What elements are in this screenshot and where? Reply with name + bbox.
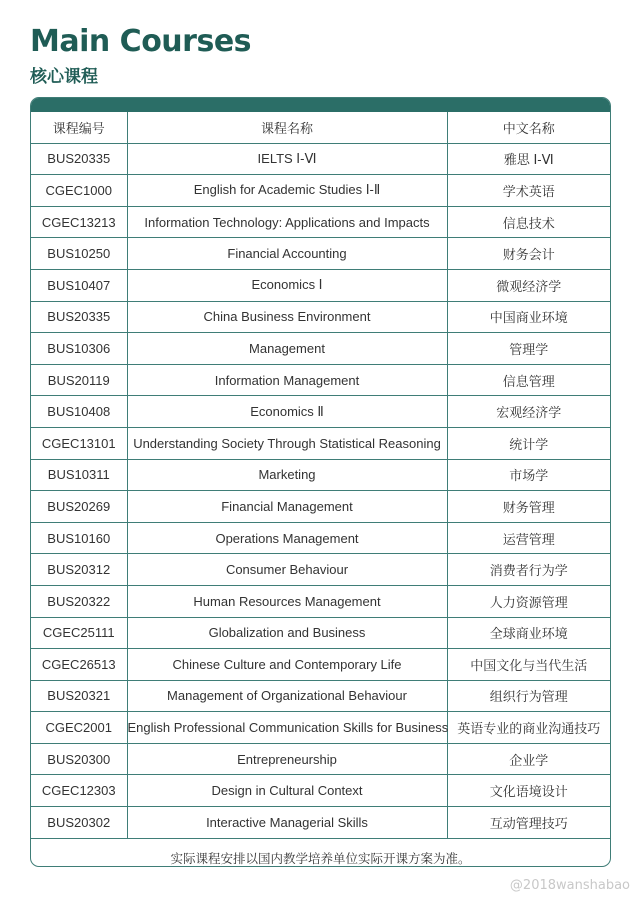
course-name: China Business Environment [127, 301, 447, 333]
course-name: English Professional Communication Skills for Business [127, 712, 447, 744]
course-code: BUS20321 [31, 680, 127, 712]
course-name: Economics Ⅰ [127, 269, 447, 301]
page-subtitle: 核心课程 [30, 67, 98, 87]
course-code: BUS20300 [31, 743, 127, 775]
table-header-row [31, 112, 610, 143]
course-code: BUS10408 [31, 396, 127, 428]
course-name: English for Academic Studies Ⅰ-Ⅱ [127, 175, 447, 207]
course-name: Economics Ⅱ [127, 396, 447, 428]
course-name: Financial Accounting [127, 238, 447, 270]
table-row [31, 522, 610, 554]
chinese-name: 企业学 [447, 743, 610, 775]
chinese-name: 消费者行为学 [447, 554, 610, 586]
table-row [31, 238, 610, 270]
course-name: Human Resources Management [127, 585, 447, 617]
table-row [31, 364, 610, 396]
table-row [31, 680, 610, 712]
chinese-name: 雅思 Ⅰ-Ⅵ [447, 143, 610, 175]
table-row [31, 206, 610, 238]
header-chinese-name: 中文名称 [447, 112, 610, 143]
chinese-name: 英语专业的商业沟通技巧 [447, 712, 610, 744]
course-code: BUS20269 [31, 491, 127, 523]
course-code: CGEC12303 [31, 775, 127, 807]
course-name: Consumer Behaviour [127, 554, 447, 586]
table-row [31, 807, 610, 839]
chinese-name: 中国商业环境 [447, 301, 610, 333]
chinese-name: 组织行为管理 [447, 680, 610, 712]
chinese-name: 学术英语 [447, 175, 610, 207]
table-row [31, 427, 610, 459]
chinese-name: 管理学 [447, 333, 610, 365]
table-row [31, 775, 610, 807]
course-name: Globalization and Business [127, 617, 447, 649]
watermark: @2018wanshabao [509, 878, 630, 893]
chinese-name: 互动管理技巧 [447, 807, 610, 839]
chinese-name: 信息管理 [447, 364, 610, 396]
course-name: Understanding Society Through Statistical Reasoning [127, 427, 447, 459]
courses-table [31, 112, 610, 839]
chinese-name: 微观经济学 [447, 269, 610, 301]
course-name: Interactive Managerial Skills [127, 807, 447, 839]
course-code: CGEC1000 [31, 175, 127, 207]
course-name: Design in Cultural Context [127, 775, 447, 807]
chinese-name: 财务管理 [447, 491, 610, 523]
card-header-bar [31, 98, 610, 112]
course-code: BUS20312 [31, 554, 127, 586]
course-code: BUS20335 [31, 143, 127, 175]
course-code: BUS10250 [31, 238, 127, 270]
chinese-name: 运营管理 [447, 522, 610, 554]
chinese-name: 中国文化与当代生活 [447, 649, 610, 681]
course-code: BUS20335 [31, 301, 127, 333]
table-row [31, 712, 610, 744]
course-code: CGEC13213 [31, 206, 127, 238]
table-row [31, 585, 610, 617]
table-row [31, 743, 610, 775]
course-code: CGEC26513 [31, 649, 127, 681]
course-name: Information Management [127, 364, 447, 396]
table-row [31, 333, 610, 365]
table-row [31, 459, 610, 491]
course-name: Entrepreneurship [127, 743, 447, 775]
course-name: Financial Management [127, 491, 447, 523]
chinese-name: 财务会计 [447, 238, 610, 270]
page-title: Main Courses [30, 24, 252, 59]
course-name: Chinese Culture and Contemporary Life [127, 649, 447, 681]
course-code: BUS10306 [31, 333, 127, 365]
table-row [31, 175, 610, 207]
course-code: CGEC13101 [31, 427, 127, 459]
course-code: BUS10160 [31, 522, 127, 554]
header-course-code: 课程编号 [31, 112, 127, 143]
table-row [31, 269, 610, 301]
table-row [31, 554, 610, 586]
table-row [31, 143, 610, 175]
chinese-name: 全球商业环境 [447, 617, 610, 649]
table-row [31, 649, 610, 681]
course-code: CGEC25111 [31, 617, 127, 649]
course-name: Information Technology: Applications and Impacts [127, 206, 447, 238]
course-code: BUS10311 [31, 459, 127, 491]
course-code: BUS20302 [31, 807, 127, 839]
table-row [31, 617, 610, 649]
courses-card [30, 97, 611, 867]
course-code: BUS20119 [31, 364, 127, 396]
course-name: Management of Organizational Behaviour [127, 680, 447, 712]
chinese-name: 人力资源管理 [447, 585, 610, 617]
course-name: IELTS Ⅰ-Ⅵ [127, 143, 447, 175]
course-name: Marketing [127, 459, 447, 491]
chinese-name: 统计学 [447, 427, 610, 459]
course-code: BUS20322 [31, 585, 127, 617]
course-name: Management [127, 333, 447, 365]
table-row [31, 301, 610, 333]
course-code: CGEC2001 [31, 712, 127, 744]
table-row [31, 396, 610, 428]
chinese-name: 宏观经济学 [447, 396, 610, 428]
header-course-name: 课程名称 [127, 112, 447, 143]
course-code: BUS10407 [31, 269, 127, 301]
chinese-name: 信息技术 [447, 206, 610, 238]
table-row [31, 491, 610, 523]
course-name: Operations Management [127, 522, 447, 554]
footnote: 实际课程安排以国内教学培养单位实际开课方案为准。 [170, 851, 471, 866]
chinese-name: 文化语境设计 [447, 775, 610, 807]
chinese-name: 市场学 [447, 459, 610, 491]
